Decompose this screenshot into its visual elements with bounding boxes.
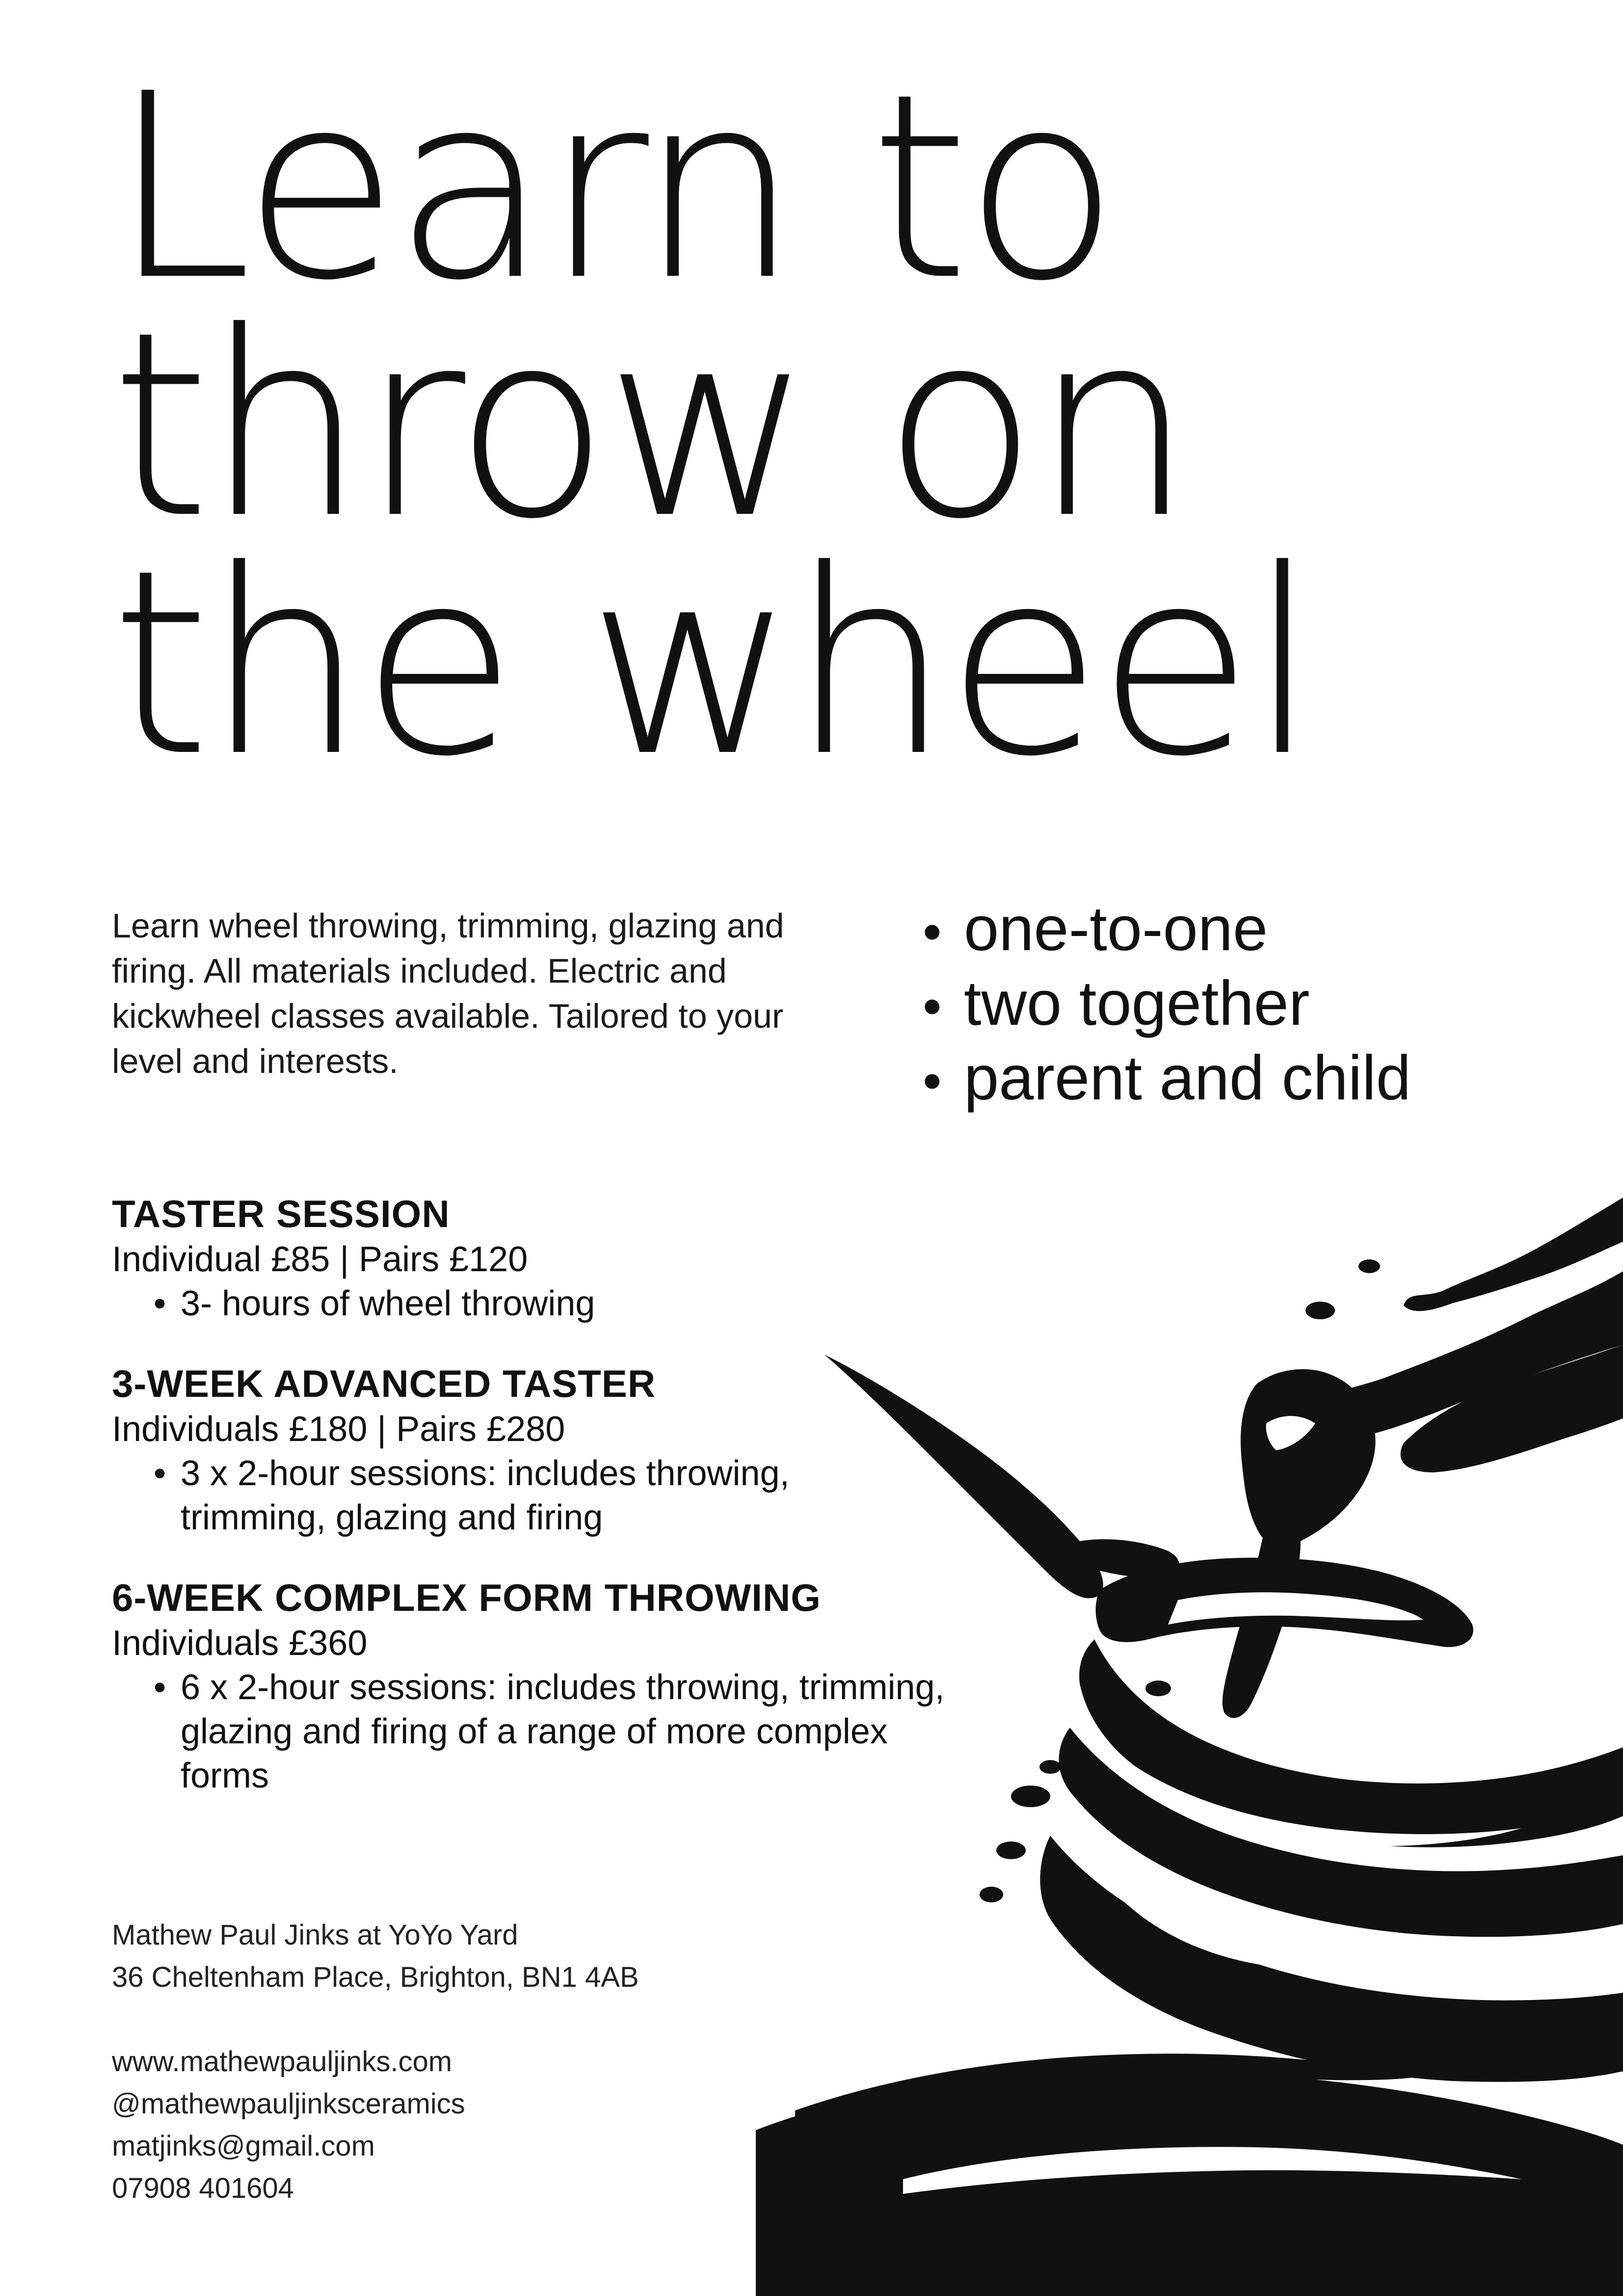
phone-number: 07908 401604: [112, 2172, 294, 2204]
course-detail: • 3- hours of wheel throwing: [112, 1281, 995, 1326]
headline-line-3: the wheel: [110, 515, 1313, 812]
website-link[interactable]: www.mathewpauljinks.com: [112, 2046, 452, 2078]
course-detail: • 3 x 2-hour sessions: includes throwing, trimming, glazing and firing: [112, 1451, 868, 1540]
format-item: • parent and child: [923, 1042, 1411, 1117]
headline-line-1: Learn to: [110, 39, 1114, 336]
course-detail: • 6 x 2-hour sessions: includes throwing, trimming, glazing and firing of a range of more complex forms: [112, 1665, 946, 1798]
format-item: • one-to-one: [923, 893, 1411, 968]
course-price: Individual £85 | Pairs £120: [112, 1240, 528, 1279]
poster-headline: [110, 39, 1313, 812]
studio-name: Mathew Paul Jinks at YoYo Yard: [112, 1919, 518, 1951]
course-price: Individuals £360: [112, 1624, 368, 1663]
course-title: TASTER SESSION: [112, 1192, 450, 1235]
intro-paragraph: Learn wheel throwing, trimming, glazing and firing. All materials included. Electric and kickwheel classes available. Tailored to your level and interests.: [112, 907, 784, 1080]
social-handle[interactable]: @mathewpauljinksceramics: [112, 2088, 465, 2120]
course-price: Individuals £180 | Pairs £280: [112, 1410, 565, 1449]
format-item: • two together: [923, 968, 1411, 1042]
studio-address: 36 Cheltenham Place, Brighton, BN1 4AB: [112, 1961, 639, 1993]
contact-block: [112, 1914, 639, 2210]
email-link[interactable]: matjinks@gmail.com: [112, 2130, 375, 2162]
class-formats-list: [923, 893, 1411, 1117]
pottery-wheel-illustration: [756, 1198, 1623, 2296]
headline-line-2: throw on: [110, 277, 1189, 574]
course-title: 3-WEEK ADVANCED TASTER: [112, 1362, 656, 1405]
course-title: 6-WEEK COMPLEX FORM THROWING: [112, 1576, 821, 1619]
